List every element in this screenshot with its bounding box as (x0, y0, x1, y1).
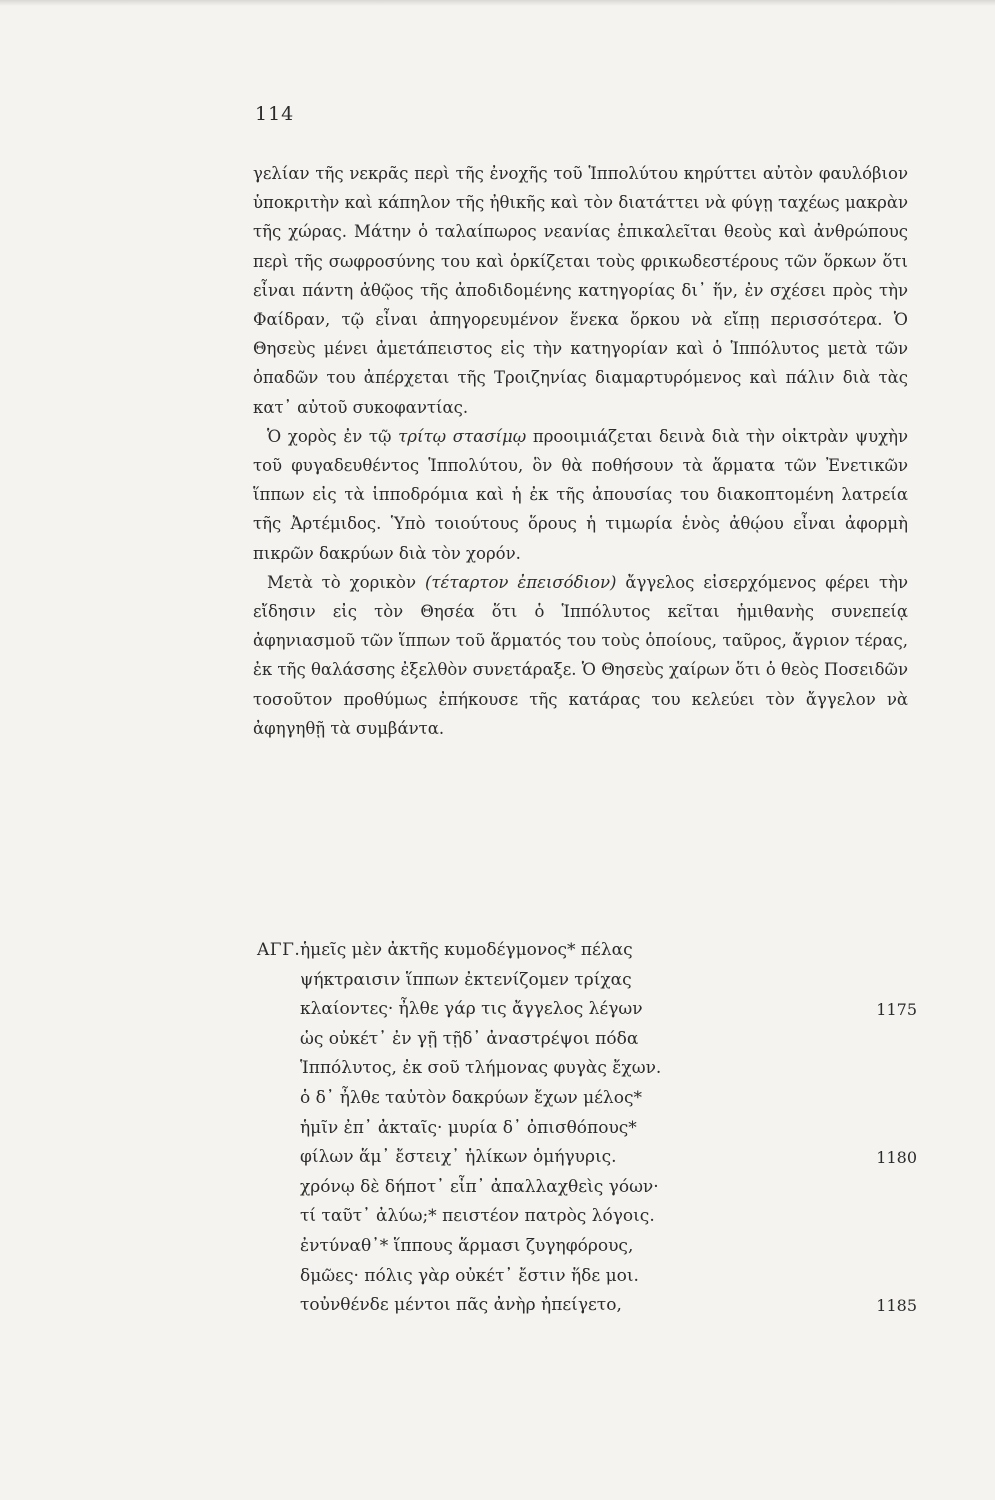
verse-text: ἐντύναθ᾽* ἵππους ἅρμασι ζυγηφόρους, (300, 1235, 634, 1256)
paragraph-1: γελίαν τῆς νεκρᾶς περὶ τῆς ἐνοχῆς τοῦ Ἱππολύτου κηρύττει αὐτὸν φαυλόβιον ὑποκριτὴν καὶ κάπηλον τῆς ἠθικῆς καὶ τὸν διατάττει νὰ φύγῃ ταχέως μακρὰν τῆς χώρας. Μάτην ὁ ταλαίπωρος νεανίας ἐπικαλεῖται θεοὺς καὶ ἀνθρώπους περὶ τῆς σωφροσύνης του καὶ ὁρκίζεται τοὺς φρικωδεστέρους τῶν ὅρκων ὅτι εἶναι πάντη ἀθῷος τῆς ἀποδιδομένης κατηγορίας δι᾽ ἥν, ἐν σχέσει πρὸς τὴν Φαίδραν, τῷ εἶναι ἀπηγορευμένον ἕνεκα ὅρκου νὰ εἴπῃ περισσότερα. Ὁ Θησεὺς μένει ἀμετάπειστος εἰς τὴν κατηγορίαν καὶ ὁ Ἱππόλυτος μετὰ τῶν ὀπαδῶν του ἀπέρχεται τῆς Τροιζηνίας διαμαρτυρόμενος καὶ πάλιν διὰ τὰς κατ᾽ αὐτοῦ συκοφαντίας. (253, 164, 908, 417)
paragraph-2-lead: Ὁ χορὸς ἐν τῷ (267, 426, 399, 446)
verse-line (257, 1291, 917, 1321)
verse-line (257, 1025, 917, 1055)
verse-text: τί ταῦτ᾽ ἀλύω;* πειστέον πατρὸς λόγοις. (300, 1206, 655, 1227)
paragraph-2-italic: τρίτῳ στασίμῳ (398, 426, 527, 446)
verse-line (257, 1202, 917, 1232)
verse-line (257, 936, 917, 966)
verse-line (257, 995, 917, 1025)
verse-line (257, 966, 917, 996)
verse-line (257, 1232, 917, 1262)
paragraph-3-rest: ἄγγελος εἰσερχόμενος φέρει τὴν εἴδησιν εἰς τὸν Θησέα ὅτι ὁ Ἱππόλυτος κεῖται ἡμιθανὴς συνεπείᾳ ἀφηνιασμοῦ τῶν ἵππων τοῦ ἅρματός του τοὺς ὁποίους, ταῦρος, ἄγριον τέρας, ἐκ τῆς θαλάσσης ἐξελθὸν συνετάραξε. Ὁ Θησεὺς χαίρων ὅτι ὁ θεὸς Ποσειδῶν τοσοῦτον προθύμως ἐπήκουσε τῆς κατάρας του κελεύει τὸν ἄγγελον νὰ ἀφηγηθῇ τὰ συμβάντα. (253, 572, 909, 738)
speaker-label: ΑΓΓ. (257, 940, 301, 960)
verse-text: κλαίοντες· ἦλθε γάρ τις ἄγγελος λέγων (300, 999, 643, 1020)
paragraph-3 (253, 568, 908, 743)
paragraph-2-rest: προοιμιάζεται δεινὰ διὰ τὴν οἰκτρὰν ψυχὴν τοῦ φυγαδευθέντος Ἱππολύτου, ὃν θὰ ποθήσουν τὰ ἅρματα τῶν Ἐνετικῶν ἵππων εἰς τὰ ἱπποδρόμια καὶ ἡ ἐκ τῆς ἀπουσίας του διακοπτομένη λατρεία τῆς Ἀρτέμιδος. Ὑπὸ τοιούτους ὅρους ἡ τιμωρία ἑνὸς ἀθῴου εἶναι ἀφορμὴ πικρῶν δακρύων διὰ τὸν χορόν. (253, 426, 909, 563)
verse-text: τοὐνθένδε μέντοι πᾶς ἀνὴρ ἠπείγετο, (300, 1295, 622, 1316)
verse-text: Ἱππόλυτος, ἐκ σοῦ τλήμονας φυγὰς ἔχων. (300, 1058, 662, 1079)
verse-line (257, 1262, 917, 1292)
verse-text: ἡμῖν ἐπ᾽ ἀκταῖς· μυρία δ᾽ ὀπισθόπους* (300, 1117, 637, 1138)
page-top-edge (0, 0, 995, 6)
line-number: 1185 (876, 1296, 917, 1316)
verse-text: φίλων ἅμ᾽ ἔστειχ᾽ ἡλίκων ὁμήγυρις. (300, 1147, 617, 1168)
paragraph-2 (253, 422, 908, 568)
verse-line (257, 1114, 917, 1144)
line-number: 1180 (876, 1148, 917, 1168)
verse-text: χρόνῳ δὲ δήποτ᾽ εἶπ᾽ ἀπαλλαχθεὶς γόων· (300, 1176, 659, 1197)
verse-line (257, 1173, 917, 1203)
verse-line (257, 1143, 917, 1173)
verse-line (257, 1054, 917, 1084)
paragraph-3-lead: Μετὰ τὸ χορικὸν (267, 572, 425, 592)
page-number: 114 (255, 103, 295, 125)
verse-line (257, 1084, 917, 1114)
verse-text: δμῶες· πόλις γὰρ οὐκέτ᾽ ἔστιν ἥδε μοι. (300, 1265, 639, 1286)
verse-text: ψήκτραισιν ἵππων ἐκτενίζομεν τρίχας (300, 969, 632, 990)
prose-section (253, 159, 908, 743)
verse-text: ὁ δ᾽ ἦλθε ταὐτὸν δακρύων ἔχων μέλος* (300, 1087, 642, 1108)
verse-text: ὡς οὐκέτ᾽ ἐν γῇ τῇδ᾽ ἀναστρέψοι πόδα (300, 1028, 639, 1049)
paragraph-3-italic: (τέταρτον ἐπεισόδιον) (424, 572, 617, 592)
verse-block (257, 936, 917, 1321)
verse-text: ἡμεῖς μὲν ἀκτῆς κυμοδέγμονος* πέλας (300, 940, 633, 960)
line-number: 1175 (876, 1000, 917, 1020)
